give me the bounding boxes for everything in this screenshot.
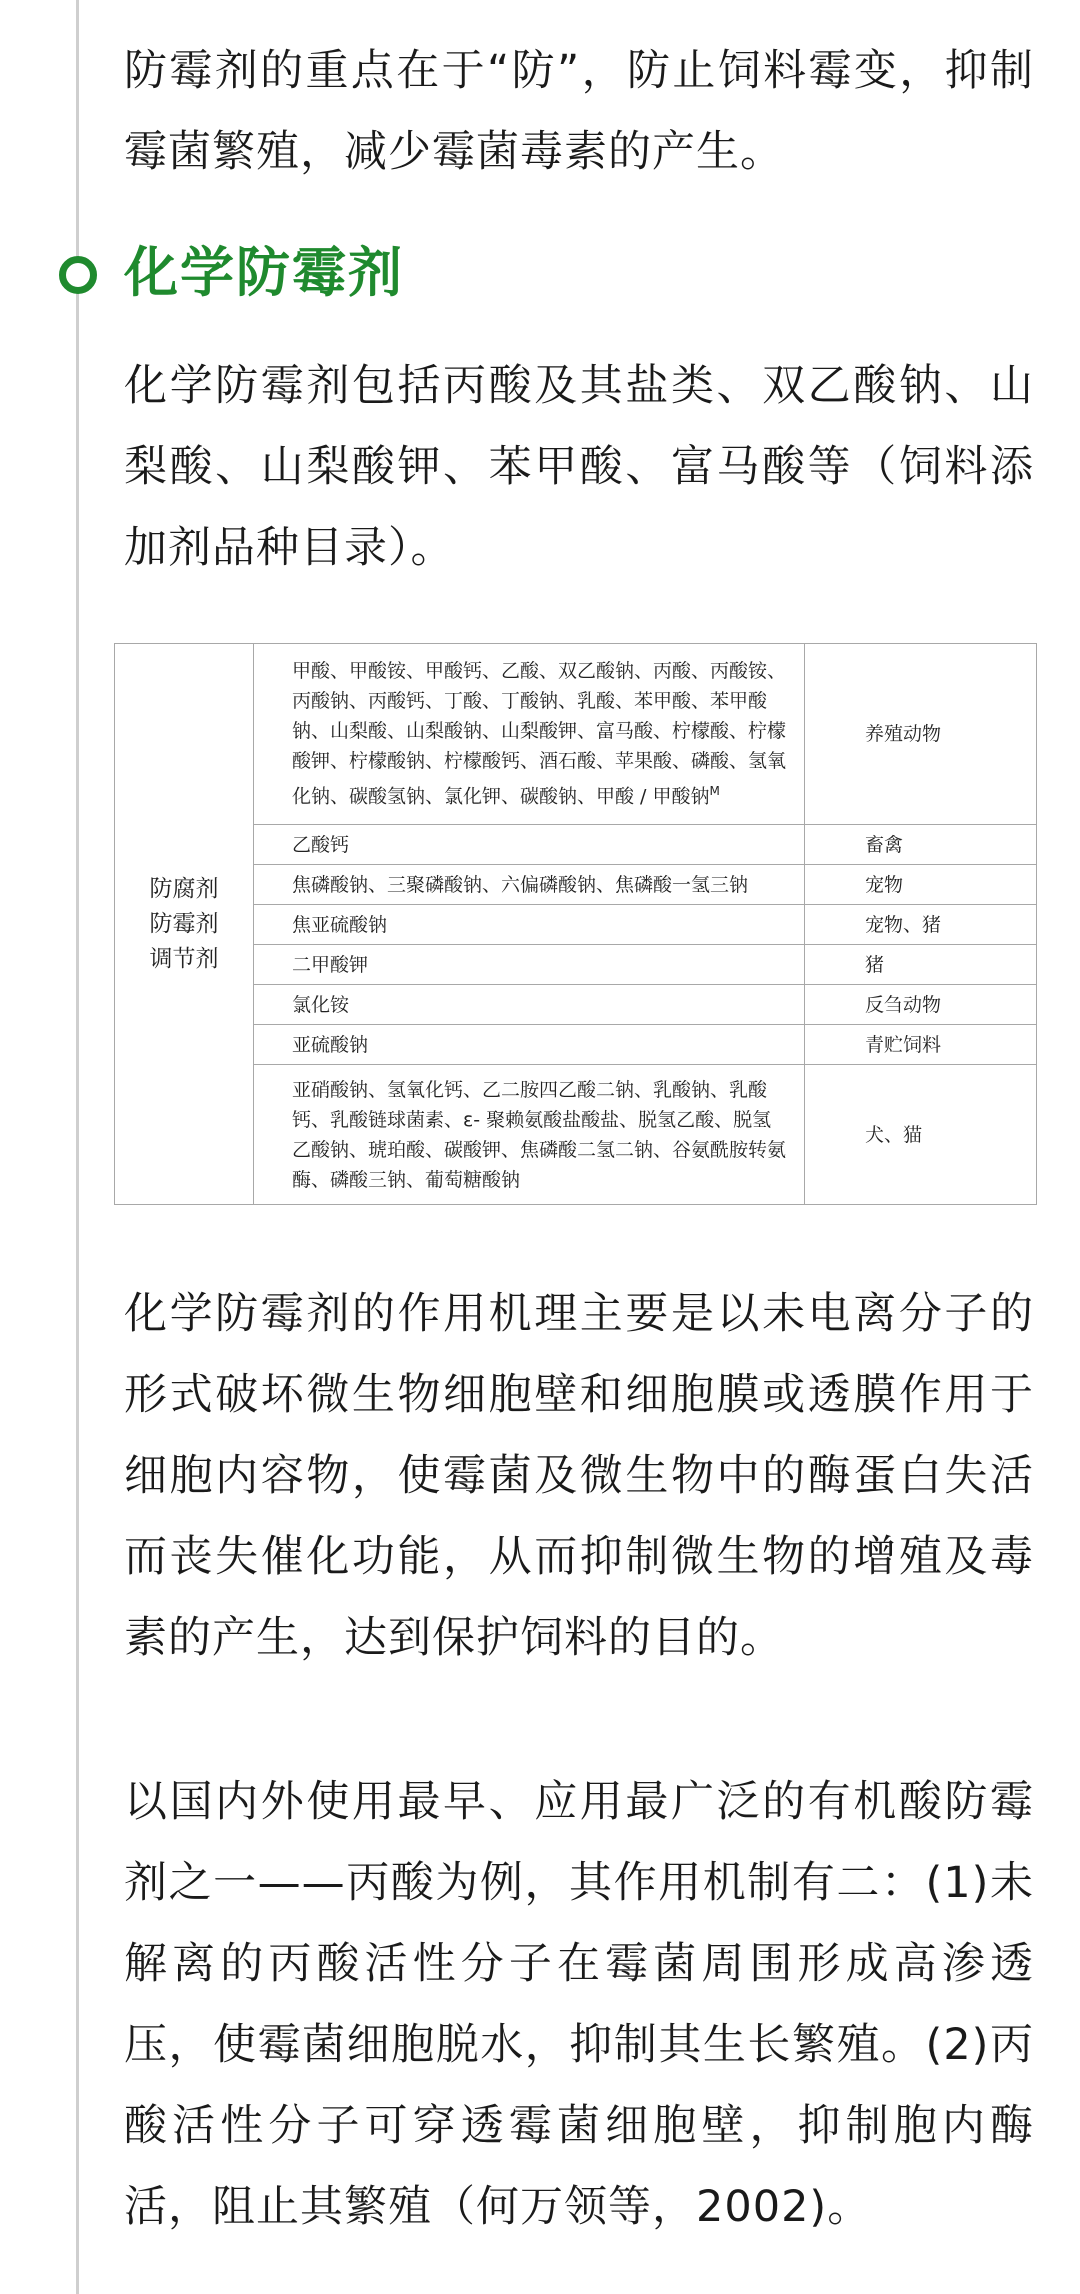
scope-cell: 养殖动物 [805, 644, 1037, 825]
category-label: 防腐剂 [149, 875, 219, 902]
superscript-mark: M [709, 784, 720, 799]
scope-cell: 宠物、猪 [805, 905, 1037, 945]
items-cell: 亚硫酸钠 [254, 1025, 805, 1065]
table-row [115, 1025, 1037, 1065]
scope-cell: 猪 [805, 945, 1037, 985]
category-label: 调节剂 [149, 945, 219, 972]
scope-cell: 犬、猫 [805, 1065, 1037, 1205]
table-row [115, 905, 1037, 945]
table-row [115, 1065, 1037, 1205]
table-row [115, 985, 1037, 1025]
items-cell: 二甲酸钾 [254, 945, 805, 985]
mechanism-paragraph: 化学防霉剂的作用机理主要是以未电离分子的形式破坏微生物细胞壁和细胞膜或透膜作用于细胞内容物，使霉菌及微生物中的酶蛋白失活而丧失催化功能，从而抑制微生物的增殖及毒素的产生，达到保护饲料的目的。 [124, 1289, 1034, 1663]
scope-cell: 青贮饲料 [805, 1025, 1037, 1065]
items-cell: 亚硝酸钠、氢氧化钙、乙二胺四乙酸二钠、乳酸钠、乳酸钙、乳酸链球菌素、ε- 聚赖氨酸盐酸盐、脱氢乙酸、脱氢乙酸钠、琥珀酸、碳酸钾、焦磷酸二氢二钠、谷氨酰胺转氨酶、磷酸三钠、葡萄糖酸钠 [254, 1065, 805, 1205]
items-cell: 氯化铵 [254, 985, 805, 1025]
section-bullet-icon [59, 256, 97, 294]
items-cell: 焦磷酸钠、三聚磷酸钠、六偏磷酸钠、焦磷酸一氢三钠 [254, 865, 805, 905]
category-cell [115, 644, 254, 1205]
chem-intro-paragraph: 化学防霉剂包括丙酸及其盐类、双乙酸钠、山梨酸、山梨酸钾、苯甲酸、富马酸等（饲料添加剂品种目录）。 [124, 361, 1034, 573]
category-label: 防霉剂 [149, 910, 219, 937]
additive-table [114, 643, 1037, 1205]
table-row [115, 945, 1037, 985]
scope-cell: 畜禽 [805, 825, 1037, 865]
table-row [115, 825, 1037, 865]
section-title: 化学防霉剂 [124, 241, 404, 304]
items-cell: 甲酸、甲酸铵、甲酸钙、乙酸、双乙酸钠、丙酸、丙酸铵、丙酸钠、丙酸钙、丁酸、丁酸钠、乳酸、苯甲酸、苯甲酸钠、山梨酸、山梨酸钠、山梨酸钾、富马酸、柠檬酸、柠檬酸钾、柠檬酸钠、柠檬酸钙、酒石酸、苹果酸、磷酸、氢氧化钠、碳酸氢钠、氯化钾、碳酸钠、甲酸 / 甲酸钠$^M$ [254, 644, 805, 825]
table-row [115, 644, 1037, 825]
items-cell: 乙酸钙 [254, 825, 805, 865]
items-cell: 焦亚硫酸钠 [254, 905, 805, 945]
scope-cell: 宠物 [805, 865, 1037, 905]
timeline-line [76, 0, 79, 2294]
table-row [115, 865, 1037, 905]
scope-cell: 反刍动物 [805, 985, 1037, 1025]
intro-paragraph: 防霉剂的重点在于“防”，防止饲料霉变，抑制霉菌繁殖，减少霉菌毒素的产生。 [124, 46, 1034, 177]
propionic-paragraph: 以国内外使用最早、应用最广泛的有机酸防霉剂之一——丙酸为例，其作用机制有二：(1)未解离的丙酸活性分子在霉菌周围形成高渗透压，使霉菌细胞脱水，抑制其生长繁殖。(2)丙酸活性分子可穿透霉菌细胞壁，抑制胞内酶活，阻止其繁殖（何万领等，2002)。 [124, 1777, 1034, 2232]
